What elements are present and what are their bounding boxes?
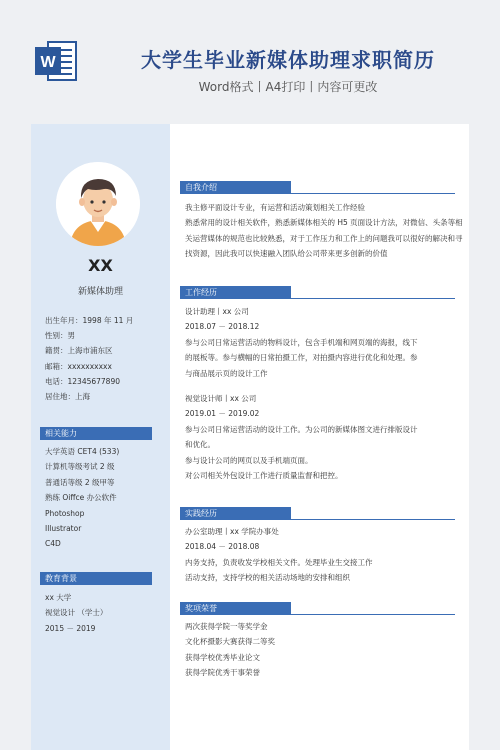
section-divider — [180, 614, 455, 615]
info-hometown: 籍贯：上海市浦东区 — [45, 346, 113, 356]
info-birth: 出生年月：1998 年 11 月 — [45, 316, 134, 325]
list-item: 大学英语 CET4 (533) — [45, 447, 120, 456]
awards-heading: 奖项荣誉 — [180, 602, 291, 615]
awards-list — [185, 619, 455, 681]
skills-list — [45, 444, 165, 552]
document-subtitle: Word格式丨A4打印丨内容可更改 — [198, 80, 378, 94]
self-intro-text — [185, 200, 463, 262]
work-heading: 工作经历 — [180, 286, 291, 299]
document-title: 大学生毕业新媒体助理求职简历 — [141, 48, 435, 72]
list-item: 2015 － 2019 — [45, 623, 96, 633]
avatar — [56, 162, 140, 246]
list-item: Illustrator — [45, 523, 82, 533]
info-residence: 居住地：上海 — [45, 391, 90, 401]
text-line: 活动支持，支持学校的相关活动场地的安排和组织 — [185, 573, 350, 583]
practice-heading: 实践经历 — [180, 507, 291, 520]
text-line: 的展板等。参与横幅的日常拍摄工作，对拍摄内容进行优化和处理。参 — [185, 353, 418, 363]
text-line: 内务支持，负责收发学校相关文件。处理毕业生交接工作 — [185, 557, 373, 567]
page-header — [0, 0, 500, 120]
text-line: 参与公司日常运营活动的物料设计，包含手机端和网页端的海报，线下 — [185, 337, 418, 347]
text-line: 参与设计公司的网页以及手机端页面。 — [185, 455, 313, 465]
job-title: 办公室助理丨xx 学院办事处 — [185, 527, 279, 536]
avatar-illustration-icon — [56, 162, 140, 246]
section-divider — [180, 298, 455, 299]
list-item: 文化杯摄影大赛获得二等奖 — [185, 637, 275, 647]
text-line: 找资源，因此我可以快速融入团队给公司带来更多创新的价值 — [185, 249, 388, 259]
personal-info-list — [45, 313, 165, 404]
job-period: 2018.07 － 2018.12 — [185, 322, 260, 332]
section-divider — [180, 193, 455, 194]
list-item: C4D — [45, 539, 61, 549]
info-phone: 电话：12345677890 — [45, 376, 120, 386]
text-line: 熟悉常用的设计相关软件，熟悉新媒体相关的 H5 页面设计方法，对微信、头条等相 — [185, 218, 463, 228]
list-item: 计算机等级考试 2 级 — [45, 462, 115, 472]
candidate-name: XX — [88, 256, 113, 275]
job-period: 2018.04 － 2018.08 — [185, 542, 260, 552]
skills-heading: 相关能力 — [40, 427, 152, 440]
text-line: 和优化。 — [185, 440, 215, 450]
job-title: 设计助理丨xx 公司 — [185, 307, 249, 316]
svg-text:W: W — [40, 54, 56, 71]
list-item: 获得学院优秀干事荣誉 — [185, 668, 260, 678]
work-job-2 — [185, 391, 455, 483]
self-intro-heading: 自我介绍 — [180, 181, 291, 194]
list-item: 普通话等级 2 级甲等 — [45, 477, 115, 487]
education-list — [45, 590, 165, 636]
candidate-role: 新媒体助理 — [77, 287, 123, 297]
job-title: 视觉设计师丨xx 公司 — [185, 394, 257, 403]
text-line: 我主修平面设计专业，有运营和活动策划相关工作经验 — [185, 203, 365, 212]
practice-text — [185, 524, 455, 586]
work-job-1 — [185, 304, 455, 381]
text-line: 参与公司日常运营活动的设计工作。为公司的新媒体图文进行排版设计 — [185, 424, 418, 434]
word-document-icon — [34, 40, 78, 82]
text-line: 对公司相关外包设计工作进行质量监督和把控。 — [185, 471, 343, 481]
text-line: 与商品展示页的设计工作 — [185, 368, 268, 378]
education-heading: 教育背景 — [40, 572, 152, 585]
section-divider — [180, 519, 455, 520]
list-item: Photoshop — [45, 508, 85, 518]
text-line: 关运营媒体的规范也比较熟悉，对于工作压力和工作上的问题我可以很好的解决和寻 — [185, 233, 463, 243]
info-gender: 性别：男 — [45, 331, 75, 341]
list-item: 两次获得学院一等奖学金 — [185, 622, 268, 631]
list-item: 获得学校优秀毕业论文 — [185, 652, 260, 662]
list-item: xx 大学 — [45, 593, 72, 602]
list-item: 熟练 Oiffce 办公软件 — [45, 493, 117, 503]
info-email: 邮箱：xxxxxxxxxx — [45, 361, 112, 371]
job-period: 2019.01 － 2019.02 — [185, 409, 260, 419]
list-item: 视觉设计 （学士） — [45, 608, 108, 618]
